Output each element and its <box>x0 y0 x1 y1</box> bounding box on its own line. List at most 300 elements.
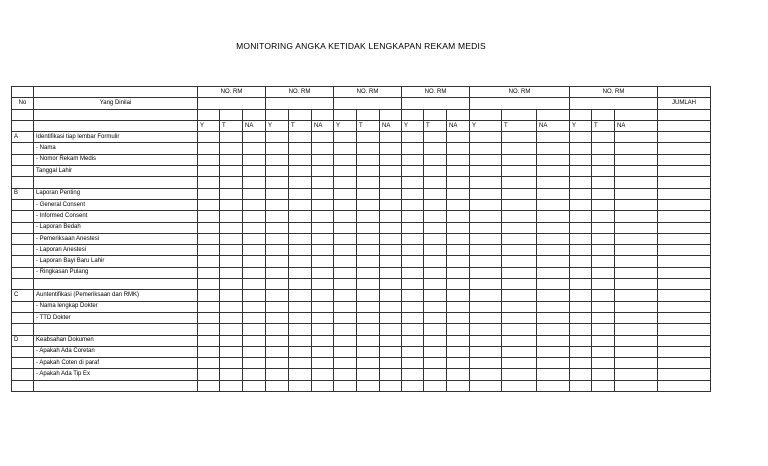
cell <box>402 290 424 301</box>
cell <box>266 358 289 369</box>
cell <box>266 279 289 290</box>
cell <box>243 245 266 256</box>
cell <box>470 143 502 154</box>
sub-header-y: Y <box>402 120 424 131</box>
cell <box>658 154 711 165</box>
cell <box>12 380 34 391</box>
cell <box>334 222 357 233</box>
cell <box>289 358 312 369</box>
cell <box>266 312 289 323</box>
sub-header-y: Y <box>570 120 592 131</box>
cell <box>357 166 380 177</box>
cell <box>470 188 502 199</box>
cell <box>447 132 470 143</box>
cell <box>380 279 402 290</box>
cell <box>380 346 402 357</box>
cell <box>243 154 266 165</box>
cell <box>570 245 592 256</box>
cell <box>570 166 592 177</box>
cell <box>470 290 502 301</box>
cell <box>424 109 447 120</box>
item-label: - Ringkasan Pulang <box>34 267 198 278</box>
cell <box>198 222 220 233</box>
cell <box>615 346 658 357</box>
cell <box>570 290 592 301</box>
cell <box>312 199 334 210</box>
cell <box>615 245 658 256</box>
cell <box>592 132 615 143</box>
cell <box>537 166 570 177</box>
cell <box>12 346 34 357</box>
cell <box>502 312 537 323</box>
cell <box>502 256 537 267</box>
cell <box>220 199 243 210</box>
cell <box>357 301 380 312</box>
section-title: Identifikasi tiap lembar Formulir <box>34 132 198 143</box>
cell <box>424 166 447 177</box>
cell <box>243 290 266 301</box>
cell <box>334 233 357 244</box>
cell <box>570 233 592 244</box>
cell <box>658 301 711 312</box>
empty-row <box>12 177 711 188</box>
cell <box>266 369 289 380</box>
cell <box>334 199 357 210</box>
sub-header-t: T <box>592 120 615 131</box>
cell <box>266 98 334 109</box>
cell <box>12 199 34 210</box>
cell <box>470 245 502 256</box>
cell <box>658 380 711 391</box>
cell <box>570 199 592 210</box>
cell <box>592 324 615 335</box>
item-row <box>12 358 711 369</box>
item-row <box>12 256 711 267</box>
cell <box>537 199 570 210</box>
cell <box>289 222 312 233</box>
cell <box>266 177 289 188</box>
cell <box>243 279 266 290</box>
cell <box>570 279 592 290</box>
sub-header-y: Y <box>470 120 502 131</box>
cell <box>615 222 658 233</box>
cell <box>380 211 402 222</box>
sub-header-t: T <box>357 120 380 131</box>
cell <box>380 166 402 177</box>
cell <box>537 267 570 278</box>
cell <box>12 267 34 278</box>
no-rm-header: NO. RM <box>570 87 658 98</box>
cell <box>289 290 312 301</box>
cell <box>470 211 502 222</box>
cell <box>243 267 266 278</box>
cell <box>266 188 289 199</box>
cell <box>220 312 243 323</box>
cell <box>447 301 470 312</box>
cell <box>380 380 402 391</box>
cell <box>198 312 220 323</box>
no-rm-header: NO. RM <box>470 87 570 98</box>
cell <box>198 109 220 120</box>
cell <box>402 109 424 120</box>
cell <box>592 380 615 391</box>
empty-row <box>12 380 711 391</box>
cell <box>502 188 537 199</box>
no-rm-header: NO. RM <box>334 87 402 98</box>
cell <box>243 358 266 369</box>
item-row <box>12 346 711 357</box>
cell <box>357 267 380 278</box>
cell <box>615 324 658 335</box>
cell <box>266 233 289 244</box>
cell <box>447 369 470 380</box>
cell <box>470 98 570 109</box>
item-label: - Laporan Bedah <box>34 222 198 233</box>
cell <box>592 211 615 222</box>
cell <box>592 245 615 256</box>
cell <box>592 188 615 199</box>
cell <box>402 211 424 222</box>
cell <box>34 324 198 335</box>
cell <box>289 346 312 357</box>
cell <box>537 222 570 233</box>
cell <box>470 199 502 210</box>
cell <box>357 132 380 143</box>
item-row <box>12 312 711 323</box>
cell <box>334 290 357 301</box>
cell <box>312 290 334 301</box>
item-label: - Informed Consent <box>34 211 198 222</box>
cell <box>402 166 424 177</box>
cell <box>424 346 447 357</box>
cell <box>198 143 220 154</box>
cell <box>198 132 220 143</box>
sub-header-na: NA <box>312 120 334 131</box>
cell <box>537 335 570 346</box>
cell <box>380 245 402 256</box>
cell <box>502 132 537 143</box>
cell <box>447 109 470 120</box>
cell <box>424 324 447 335</box>
cell <box>220 211 243 222</box>
cell <box>658 335 711 346</box>
cell <box>12 245 34 256</box>
cell <box>658 166 711 177</box>
cell <box>220 233 243 244</box>
cell <box>447 358 470 369</box>
cell <box>334 166 357 177</box>
sub-header-na: NA <box>537 120 570 131</box>
cell <box>424 290 447 301</box>
section-code: B <box>12 188 34 199</box>
cell <box>34 177 198 188</box>
cell <box>289 211 312 222</box>
cell <box>220 369 243 380</box>
cell <box>570 211 592 222</box>
cell <box>243 256 266 267</box>
sheet-title: MONITORING ANGKA KETIDAK LENGKAPAN REKAM MEDIS <box>236 41 486 51</box>
cell <box>357 233 380 244</box>
cell <box>12 166 34 177</box>
cell <box>220 177 243 188</box>
cell <box>658 346 711 357</box>
cell <box>537 312 570 323</box>
cell <box>198 369 220 380</box>
cell <box>34 380 198 391</box>
sub-header-y: Y <box>266 120 289 131</box>
cell <box>198 166 220 177</box>
cell <box>334 380 357 391</box>
cell <box>380 177 402 188</box>
cell <box>357 199 380 210</box>
cell <box>312 369 334 380</box>
cell <box>289 177 312 188</box>
cell <box>592 369 615 380</box>
cell <box>312 143 334 154</box>
cell <box>289 301 312 312</box>
cell <box>334 335 357 346</box>
section-row <box>12 335 711 346</box>
cell <box>402 324 424 335</box>
cell <box>570 222 592 233</box>
yang-dinilai-header: Yang Dinilai <box>34 98 198 109</box>
cell <box>12 256 34 267</box>
cell <box>357 290 380 301</box>
cell <box>592 154 615 165</box>
cell <box>34 279 198 290</box>
cell <box>592 199 615 210</box>
cell <box>470 301 502 312</box>
cell <box>402 143 424 154</box>
cell <box>615 109 658 120</box>
cell <box>470 267 502 278</box>
cell <box>424 188 447 199</box>
sub-header-y: Y <box>198 120 220 131</box>
item-label: - Apakah Ada Coretan <box>34 346 198 357</box>
cell <box>357 279 380 290</box>
jumlah-header: JUMLAH <box>658 98 711 109</box>
cell <box>402 154 424 165</box>
cell <box>289 380 312 391</box>
cell <box>220 290 243 301</box>
cell <box>266 109 289 120</box>
cell <box>243 346 266 357</box>
cell <box>447 222 470 233</box>
cell <box>470 256 502 267</box>
item-label: - Laporan Anestesi <box>34 245 198 256</box>
cell <box>266 222 289 233</box>
cell <box>615 335 658 346</box>
cell <box>470 132 502 143</box>
cell <box>357 358 380 369</box>
sub-header-t: T <box>289 120 312 131</box>
cell <box>357 177 380 188</box>
section-title: Auntentifikasi (Pemeriksaan dan RMK) <box>34 290 198 301</box>
cell <box>334 267 357 278</box>
cell <box>289 132 312 143</box>
cell <box>537 301 570 312</box>
cell <box>402 177 424 188</box>
cell <box>220 143 243 154</box>
cell <box>658 369 711 380</box>
cell <box>198 290 220 301</box>
cell <box>312 211 334 222</box>
cell <box>447 143 470 154</box>
section-title: Laporan Penting <box>34 188 198 199</box>
cell <box>357 346 380 357</box>
cell <box>570 301 592 312</box>
cell <box>447 154 470 165</box>
cell <box>658 211 711 222</box>
cell <box>312 256 334 267</box>
cell <box>570 312 592 323</box>
cell <box>470 358 502 369</box>
cell <box>380 335 402 346</box>
cell <box>424 245 447 256</box>
cell <box>592 222 615 233</box>
cell <box>220 279 243 290</box>
cell <box>502 199 537 210</box>
cell <box>658 222 711 233</box>
cell <box>12 211 34 222</box>
cell <box>658 324 711 335</box>
cell <box>424 369 447 380</box>
cell <box>615 154 658 165</box>
cell <box>615 211 658 222</box>
cell <box>615 132 658 143</box>
cell <box>658 245 711 256</box>
cell <box>220 188 243 199</box>
cell <box>658 358 711 369</box>
cell <box>592 346 615 357</box>
section-row <box>12 132 711 143</box>
cell <box>334 245 357 256</box>
cell <box>615 199 658 210</box>
cell <box>658 132 711 143</box>
cell <box>658 267 711 278</box>
item-label: - Apakah Coten di paraf <box>34 358 198 369</box>
no-rm-header: NO. RM <box>266 87 334 98</box>
cell <box>615 279 658 290</box>
cell <box>334 132 357 143</box>
item-row <box>12 245 711 256</box>
cell <box>615 143 658 154</box>
cell <box>537 154 570 165</box>
cell <box>470 177 502 188</box>
cell <box>424 222 447 233</box>
cell <box>220 222 243 233</box>
cell <box>312 267 334 278</box>
sub-header-t: T <box>502 120 537 131</box>
cell <box>502 380 537 391</box>
cell <box>447 188 470 199</box>
cell <box>537 380 570 391</box>
cell <box>312 222 334 233</box>
cell <box>312 109 334 120</box>
cell <box>243 199 266 210</box>
cell <box>357 154 380 165</box>
header-row-rm <box>12 87 711 98</box>
item-label: - Nama lengkap Dokter <box>34 301 198 312</box>
cell <box>312 346 334 357</box>
cell <box>198 211 220 222</box>
cell <box>12 143 34 154</box>
cell <box>198 233 220 244</box>
cell <box>402 245 424 256</box>
empty-row <box>12 324 711 335</box>
cell <box>615 369 658 380</box>
cell <box>592 358 615 369</box>
cell <box>615 188 658 199</box>
cell <box>592 177 615 188</box>
cell <box>220 267 243 278</box>
cell <box>402 358 424 369</box>
cell <box>470 312 502 323</box>
cell <box>502 324 537 335</box>
cell <box>615 312 658 323</box>
cell <box>592 267 615 278</box>
item-row <box>12 222 711 233</box>
cell <box>289 245 312 256</box>
cell <box>266 256 289 267</box>
cell <box>570 346 592 357</box>
cell <box>402 267 424 278</box>
cell <box>447 166 470 177</box>
cell <box>220 358 243 369</box>
cell <box>402 256 424 267</box>
cell <box>592 233 615 244</box>
cell <box>334 312 357 323</box>
cell <box>537 346 570 357</box>
cell <box>243 335 266 346</box>
cell <box>470 109 502 120</box>
cell <box>402 233 424 244</box>
cell <box>12 233 34 244</box>
cell <box>658 290 711 301</box>
cell <box>12 222 34 233</box>
cell <box>266 290 289 301</box>
cell <box>380 143 402 154</box>
cell <box>357 245 380 256</box>
item-label: - Pemeriksaan Anestesi <box>34 233 198 244</box>
sub-header-na: NA <box>447 120 470 131</box>
cell <box>12 154 34 165</box>
cell <box>570 177 592 188</box>
cell <box>312 245 334 256</box>
cell <box>570 132 592 143</box>
cell <box>424 380 447 391</box>
cell <box>266 199 289 210</box>
cell <box>380 233 402 244</box>
section-code: D <box>12 335 34 346</box>
cell <box>424 335 447 346</box>
cell <box>470 279 502 290</box>
cell <box>266 143 289 154</box>
cell <box>615 177 658 188</box>
cell <box>592 312 615 323</box>
cell <box>447 256 470 267</box>
cell <box>615 166 658 177</box>
cell <box>220 335 243 346</box>
cell <box>312 380 334 391</box>
cell <box>312 312 334 323</box>
cell <box>220 324 243 335</box>
cell <box>380 109 402 120</box>
cell <box>357 335 380 346</box>
cell <box>658 188 711 199</box>
sub-header-na: NA <box>243 120 266 131</box>
cell <box>12 358 34 369</box>
